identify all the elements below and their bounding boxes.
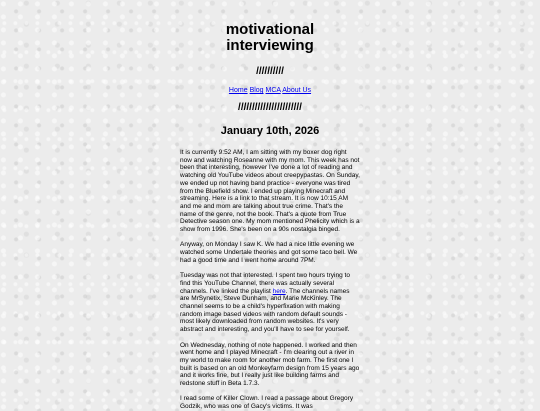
post-date: January 10th, 2026 xyxy=(220,125,320,137)
nav-link-home[interactable]: Home xyxy=(228,87,248,94)
post-paragraph-2: Anyway, on Monday I saw K. We had a nice little evening we watched some Undertale theories and got some taco bell. We had a good time and I went home around 7PM. xyxy=(180,241,358,264)
slash-divider-short: ////////// xyxy=(256,66,284,77)
main-nav xyxy=(180,87,360,94)
page-container xyxy=(180,0,360,411)
post-paragraph-4: On Wednesday, nothing of note happened. I worked and then went home and I played Minecraft - I'm clearing out a river in my world to make room for another mob farm. The first one I built is based on an old Monkeyfarm design from 15 years ago and it works fine, but I really just like building farms and redstone stuff in Beta 1.7.3. xyxy=(180,341,360,388)
nav-link-mca[interactable]: MCA xyxy=(265,87,281,94)
post-paragraph-3 xyxy=(180,272,360,334)
nav-link-about-us[interactable]: About Us xyxy=(282,87,312,94)
post-body xyxy=(180,149,360,411)
post-paragraph-3-text-a: Tuesday was not that interested. I spent two hours trying to find this YouTube Channel, there was actually several channels. I've linked the playlist xyxy=(180,272,350,295)
site-title-line1: motivational xyxy=(225,21,315,38)
site-title xyxy=(180,22,360,54)
nav-link-blog[interactable]: Blog xyxy=(249,87,264,94)
slash-divider-long: /////////////////////// xyxy=(238,102,302,113)
post-paragraph-1: It is currently 9:52 AM, I am sitting with my boxer dog right now and watching Roseanne with my mom. This week has not been that interesting, however I've done a lot of reading and watching old YouTube videos about creepypastas. On Sunday, we ended up not having band practice - everyone was tired from the Bluefield show. I ended up playing Minecraft and streaming. Here is a link to that stream. It is now 10:15 AM and me and mom are talking about true crime. That's the name of the genre, not the book. That's a quote from True Detective season one. My mom mentioned Phelicity which is a show from 1996. She's been on a 90s nostalgia binged. xyxy=(180,149,360,234)
post-paragraph-5: I read some of Killer Clown. I read a passage about Gregory Godzik, who was one of Gacy's victims. It was xyxy=(180,395,354,411)
playlist-link[interactable]: here xyxy=(272,287,286,295)
post-paragraph-3-text-b: . The channels names are MrSynetix, Steve Dunham, and Marie McKinley. The channel seems to be a child's hyperfixation with making random image based videos with random default sounds - most likely downloaded from random websites. It's very abstract and interesting, and you'll have to see for yourself. xyxy=(180,287,350,334)
site-title-line2: interviewing xyxy=(226,37,314,54)
